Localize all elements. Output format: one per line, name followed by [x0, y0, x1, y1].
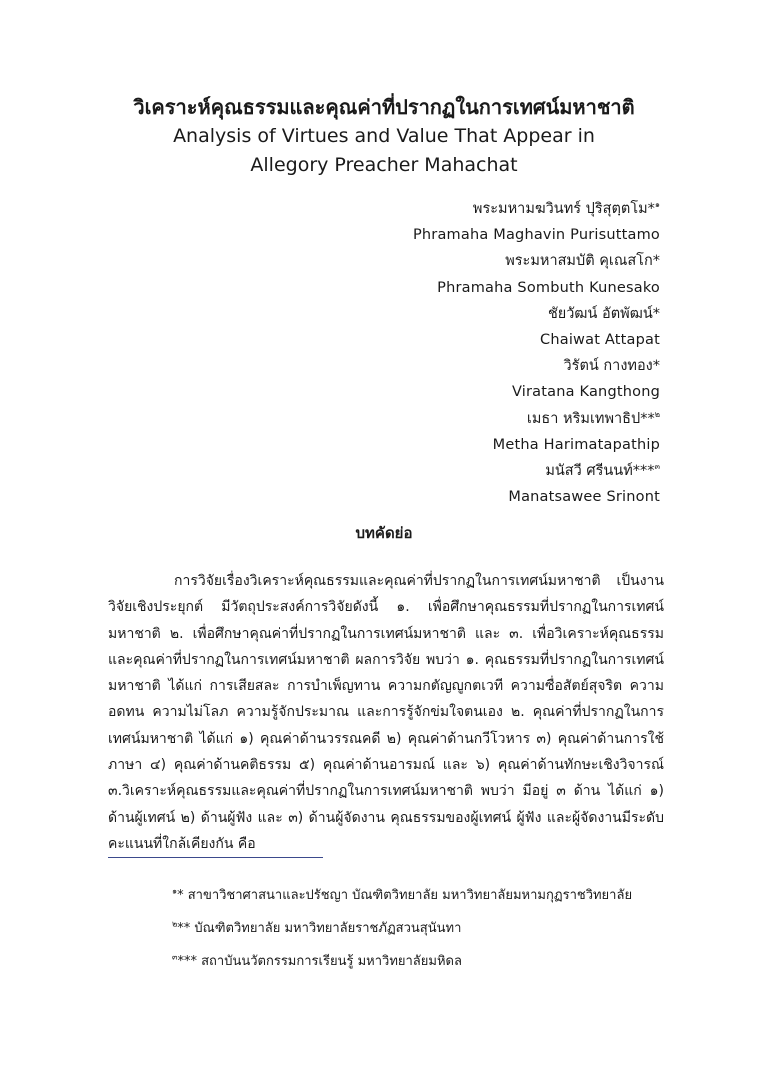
title-english-line1: Analysis of Virtues and Value That Appear in	[173, 125, 595, 147]
author-english-4: Viratana Kangthong	[511, 384, 660, 401]
author-thai-name: ชัยวัฒน์ อัตพัฒน์*	[547, 305, 660, 322]
author-english-3: Chaiwat Attapat	[540, 332, 660, 349]
footnote-mark: ๓	[654, 462, 660, 472]
author-english-5: Metha Harimatapathip	[492, 436, 660, 453]
author-thai-name: พระมหามฆวินทร์ ปุริสุตฺตโม*	[472, 201, 655, 217]
footnote-text: *** สถาบันนวัตกรรมการเรียนรู้ มหาวิทยาลัยมหิดล	[177, 954, 462, 969]
author-thai-3	[413, 301, 660, 327]
footnote-divider	[108, 857, 323, 858]
author-thai-5	[413, 406, 660, 432]
author-thai-name: เมธา หริมเทพาธิป**	[526, 410, 655, 427]
author-english-2: Phramaha Sombuth Kunesako	[437, 279, 660, 296]
footnote-1	[172, 879, 632, 912]
author-thai-2	[413, 248, 660, 274]
footnote-mark: ๑	[654, 200, 660, 210]
author-english-1: Phramaha Maghavin Purisuttamo	[412, 227, 660, 244]
footnote-text: * สาขาวิชาศาสนาและปรัชญา บัณฑิตวิทยาลัย มหาวิทยาลัยมหามกุฏราชวิทยาลัย	[177, 888, 633, 903]
footnote-mark: ๓	[172, 952, 178, 962]
title-thai: วิเคราะห์คุณธรรมและคุณค่าที่ปรากฏในการเทศน์มหาชาติ	[133, 95, 635, 119]
author-thai-4	[413, 353, 660, 379]
abstract-heading: บทคัดย่อ	[355, 524, 413, 542]
author-thai-name: มนัสวี ศรีนนท์***	[545, 463, 655, 480]
author-thai-6	[413, 458, 660, 484]
author-list	[413, 196, 660, 510]
footnote-3	[172, 945, 632, 978]
footnote-text: ** บัณฑิตวิทยาลัย มหาวิทยาลัยราชภัฏสวนสุนันทา	[177, 921, 462, 936]
footnote-mark: ๒	[172, 919, 178, 929]
footnote-2	[172, 912, 632, 945]
footnote-mark: ๑	[172, 886, 178, 896]
footnote-mark: ๒	[654, 409, 660, 419]
abstract-body: การวิจัยเรื่องวิเคราะห์คุณธรรมและคุณค่าที่ปรากฏในการเทศน์มหาชาติ เป็นงานวิจัยเชิงประยุกต์ มีวัตถุประสงค์การวิจัยดังนี้ ๑. เพื่อศึกษาคุณธรรมที่ปรากฏในการเทศน์มหาชาติ ๒. เพื่อศึกษาคุณค่าที่ปรากฏในการเทศน์มหาชาติ และ ๓. เพื่อวิเคราะห์คุณธรรมและคุณค่าที่ปรากฏในการเทศน์มหาชาติ ผลการวิจัย พบว่า ๑. คุณธรรมที่ปรากฏในการเทศน์มหาชาติ ได้แก่ การเสียสละ การบำเพ็ญทาน ความกตัญญูกตเวที ความซื่อสัตย์สุจริต ความอดทน ความไม่โลภ ความรู้จักประมาณ และการรู้จักข่มใจตนเอง ๒. คุณค่าที่ปรากฏในการเทศน์มหาชาติ ได้แก่ ๑) คุณค่าด้านวรรณคดี ๒) คุณค่าด้านกวีโวหาร ๓) คุณค่าด้านการใช้ภาษา ๔) คุณค่าด้านคติธรรม ๕) คุณค่าด้านอารมณ์ และ ๖) คุณค่าด้านทักษะเชิงวิจารณ์ ๓.วิเคราะห์คุณธรรมและคุณค่าที่ปรากฏในการเทศน์มหาชาติ พบว่า มีอยู่ ๓ ด้าน ได้แก่ ๑) ด้านผู้เทศน์ ๒) ด้านผู้ฟัง และ ๓) ด้านผู้จัดงาน คุณธรรมของผู้เทศน์ ผู้ฟัง และผู้จัดงานมีระดับคะแนนที่ใกล้เคียงกัน คือ	[108, 573, 664, 852]
title-english-line2: Allegory Preacher Mahachat	[250, 154, 518, 176]
author-english-6: Manatsawee Srinont	[508, 489, 660, 506]
footnotes	[172, 879, 632, 978]
author-thai-name: วิรัตน์ กางทอง*	[563, 358, 660, 375]
author-thai-name: พระมหาสมบัติ คุเณสโก*	[505, 253, 660, 270]
title-block	[100, 92, 668, 180]
author-thai-1	[413, 196, 660, 222]
